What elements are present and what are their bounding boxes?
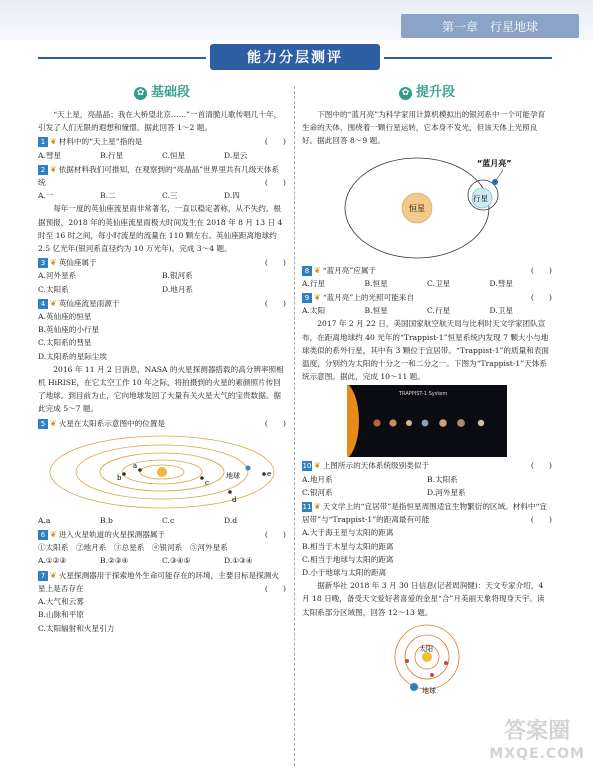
- bird-icon: ❦: [50, 164, 57, 174]
- point-label-d: d: [232, 495, 237, 504]
- option-c: C.行星: [427, 306, 451, 316]
- answer-paren: ( ): [264, 298, 286, 308]
- answer-paren: ( ): [530, 265, 552, 275]
- option-c: C.银河系: [302, 487, 333, 497]
- question-number: 2: [38, 165, 48, 175]
- planet-point-a: [138, 468, 142, 472]
- question-stem: 英仙座流星雨源于: [58, 298, 120, 308]
- option-c: C.三: [162, 191, 178, 201]
- option-b: B.太阳系: [427, 474, 458, 484]
- question-number: 8: [302, 266, 312, 276]
- option-d: D.地月系: [162, 284, 194, 294]
- option-b: B.恒星: [364, 278, 388, 288]
- bird-icon: ❦: [50, 570, 57, 580]
- right-column: [302, 86, 552, 699]
- option-a: A.彗星: [38, 150, 62, 160]
- answer-paren: ( ): [530, 515, 552, 525]
- star-label: 恒星: [409, 203, 425, 213]
- option-d: D.星云: [224, 150, 248, 160]
- bird-icon: ❦: [314, 461, 321, 471]
- question-stem: “蓝月亮”上的光照可能来自: [322, 293, 414, 303]
- question-number: 10: [302, 462, 312, 471]
- planet-label: 行星: [473, 193, 488, 203]
- intro-8-9: 下图中的“蓝月亮”为科学家用计算机模拟出的银河系中一个可能孕育生命的天体，围绕着一颗行星运转，它本身不发光，但该天体上光照良好。据此回答 8～9 题。: [302, 110, 546, 146]
- option-c: C.卫星: [427, 278, 451, 288]
- sun-icon: [157, 467, 167, 477]
- option-d: D.①③④: [224, 556, 253, 566]
- bird-icon: ❦: [314, 265, 321, 275]
- option-d: D.四: [224, 191, 240, 201]
- solar-region-diagram: [362, 621, 492, 697]
- option-b: B.山脉和平原: [38, 610, 84, 620]
- earth-label: 地球: [422, 686, 436, 695]
- bird-icon: ❦: [314, 502, 321, 512]
- question-8: [302, 264, 552, 290]
- answer-paren: ( ): [264, 530, 286, 540]
- option-a: A.①②③: [38, 556, 67, 566]
- option-c: C.c: [162, 515, 175, 525]
- point-label-a: a: [133, 461, 138, 470]
- option-a: A.一: [38, 191, 54, 201]
- planet-point-d: [228, 490, 232, 494]
- question-2: [38, 163, 286, 203]
- intro-1-2: “天上星，亮晶晶；我在大桥望北京……”一首清脆儿歌传唱几十年，引发了人们无限的遐想和憧憬。据此回答 1～2 题。: [38, 110, 282, 133]
- question-stem: 材料中的“天上星”指的是: [58, 137, 143, 147]
- basic-section-title: 基础段: [150, 85, 190, 100]
- star-icon: ✿: [399, 87, 412, 100]
- solar-system-orbit-diagram: [42, 432, 282, 512]
- blue-moon-diagram: [327, 150, 527, 262]
- question-4: [38, 297, 286, 363]
- bird-icon: ❦: [50, 298, 57, 308]
- option-b: B.英仙座的小行星: [38, 325, 100, 335]
- question-stem: 上图所示的天体系统级别类似于: [322, 461, 430, 471]
- planet-point-b: [122, 472, 126, 476]
- option-b: B.恒星: [364, 306, 388, 316]
- bird-icon: ❦: [50, 258, 57, 268]
- option-c: C.太阳系的彗星: [38, 338, 92, 348]
- option-a: A.大于海王星与太阳的距离: [302, 528, 394, 538]
- advanced-section-heading: [302, 86, 552, 104]
- option-b: B.相当于木星与太阳的距离: [302, 541, 394, 551]
- star-icon: ✿: [134, 87, 147, 100]
- earth-icon: [410, 683, 418, 691]
- option-b: B.行星: [100, 150, 124, 160]
- question-stem: 火星探测器用于探索地外生命可能存在的环境，主要目标是探测火星上是否存在: [38, 570, 279, 593]
- option-c: C.相当于地球与太阳的距离: [302, 554, 394, 564]
- intro-10-11: 2017 年 2 月 22 日，美国国家航空航天局与比利时天文学家团队宣布，在距离地球约 40 光年的“Trappist-1”恒星系统内发现 7 颗大小与地球类似的系外行星，其中有 3 颗位于宜居带。“Trappist-1”的质量和表面温度，分别约为太阳的十分之一和二分之一。下图为“Trappist-1”天体系统示意图。据此，完成 10～11 题。: [302, 319, 549, 382]
- option-a: A.地月系: [302, 474, 333, 484]
- question-number: 4: [38, 299, 48, 309]
- option-b: B.二: [100, 191, 116, 201]
- question-number: 5: [38, 419, 48, 429]
- question-5: [38, 417, 286, 527]
- option-a: A.英仙座的恒星: [38, 312, 92, 322]
- answer-paren: ( ): [264, 583, 286, 593]
- question-6: [38, 528, 286, 568]
- watermark-url: MXQE.COM: [489, 746, 585, 762]
- option-b: B.b: [100, 515, 113, 525]
- option-c: C.恒星: [162, 150, 186, 160]
- question-number: 1: [38, 137, 48, 147]
- question-3: [38, 256, 286, 296]
- planet-point-e: [262, 472, 266, 476]
- point-label-b: b: [117, 473, 122, 482]
- left-column: [38, 86, 286, 635]
- question-stem: 天文学上的“宜居带”是指恒星周围适宜生物繁衍的区域。材料中“宜居带”与“Trappist-1”的距离最有可能: [302, 502, 547, 525]
- trappist-1-system-image: [347, 385, 507, 457]
- option-d: D.河外星系: [427, 487, 466, 497]
- question-10: [302, 459, 552, 499]
- option-d: D.太阳系的星际尘埃: [38, 351, 107, 361]
- option-c: C.③④⑤: [162, 556, 191, 566]
- watermark: [489, 721, 585, 765]
- option-b: B.银河系: [162, 271, 193, 281]
- intro-12-13: 据新华社 2018 年 3 月 30 日信息(记者周润健)：天文专家介绍，4 月 18 日晚，备受天文爱好者喜爱的金星“合”月美丽天象将现身天宇。读太阳系部分区域图，回答 12～13 题。: [302, 581, 545, 617]
- answer-paren: ( ): [264, 418, 286, 428]
- question-1: [38, 135, 286, 161]
- chapter-tab: 第一章 行星地球: [401, 14, 579, 38]
- trappist-title: TRAPPIST-1 System: [399, 391, 448, 398]
- option-a: A.大气和云雾: [38, 597, 84, 607]
- blue-moon-label: “蓝月亮”: [477, 158, 512, 168]
- option-a: A.a: [38, 515, 51, 525]
- bird-icon: ❦: [50, 137, 57, 147]
- banner-line-right: [384, 57, 552, 59]
- question-number: 6: [38, 530, 48, 540]
- bird-icon: ❦: [50, 530, 57, 540]
- option-b: B.②③④: [100, 556, 129, 566]
- question-stem: 英仙座属于: [58, 258, 97, 268]
- question-stem: 火星在太阳系示意图中的位置是: [58, 418, 166, 428]
- sun-icon: [422, 652, 432, 662]
- answer-paren: ( ): [264, 178, 286, 188]
- question-7: [38, 569, 286, 635]
- intro-3-4: 每年一度的英仙座流星雨非常著名，一直以稳定著称，从不失约。根据预报，2018 年的英仙座流星雨极大时间发生在 2018 年 8 月 13 日 4 时至 16 时之间，每小时流星的流量在 110 颗左右。英仙座距离地球约 2.5 亿光年(银河系直径约为 10 万光年)。完成 3～4 题。: [38, 204, 283, 254]
- option-d: D.小于地球与太阳的距离: [302, 568, 387, 578]
- sun-label: 太阳: [419, 644, 433, 653]
- banner-line-left: [38, 57, 206, 59]
- option-a: A.行星: [302, 278, 326, 288]
- answer-paren: ( ): [530, 461, 552, 471]
- question-9: [302, 291, 552, 317]
- bird-icon: ❦: [50, 418, 57, 428]
- advanced-section-title: 提升段: [415, 85, 455, 100]
- question-number: 9: [302, 293, 312, 303]
- earth-label: 地球: [226, 471, 240, 480]
- option-c: C.太阳系: [38, 284, 69, 294]
- answer-paren: ( ): [264, 137, 286, 147]
- earth-icon: [246, 465, 251, 470]
- question-number: 3: [38, 258, 48, 268]
- basic-section-heading: [38, 86, 286, 104]
- option-d: D.d: [224, 515, 238, 525]
- question-11: [302, 500, 552, 579]
- planet-point-c: [200, 476, 204, 480]
- bird-icon: ❦: [314, 293, 321, 303]
- column-divider: [294, 86, 295, 766]
- question-items: ①太阳系 ②地月系 ③总星系 ④银河系 ⑤河外星系: [38, 543, 228, 553]
- question-number: 11: [302, 503, 312, 512]
- option-d: D.卫星: [489, 306, 513, 316]
- option-a: A.河外星系: [38, 271, 77, 281]
- answer-paren: ( ): [530, 293, 552, 303]
- watermark-text: 答案圈: [504, 719, 571, 744]
- option-d: D.彗星: [489, 278, 513, 288]
- intro-5-7: 2016 年 11 月 2 日消息，NASA 的火星探测器搭载的高分辨率照相机 HiRISE，在它太空工作 10 年之际，将拍摄到的火星的素颜照片传回了地球。到目前为止，它向地球发回了大量有关火星大气的宝贵数据。据此完成 5～7 题。: [38, 364, 284, 414]
- section-banner: 能力分层测评: [210, 44, 380, 70]
- answer-paren: ( ): [264, 258, 286, 268]
- point-label-e: e: [267, 469, 272, 478]
- option-a: A.太阳: [302, 306, 326, 316]
- question-stem: 进入火星轨道的火星探测器属于: [58, 530, 166, 540]
- point-label-c: c: [205, 478, 209, 487]
- option-c: C.太阳辐射和火星引力: [38, 623, 115, 633]
- question-stem: 依据材料我们可推知，在观察到的“亮晶晶”世界里共有几级天体系统: [38, 164, 280, 188]
- question-number: 7: [38, 571, 48, 581]
- question-stem: “蓝月亮”应属于: [322, 265, 377, 275]
